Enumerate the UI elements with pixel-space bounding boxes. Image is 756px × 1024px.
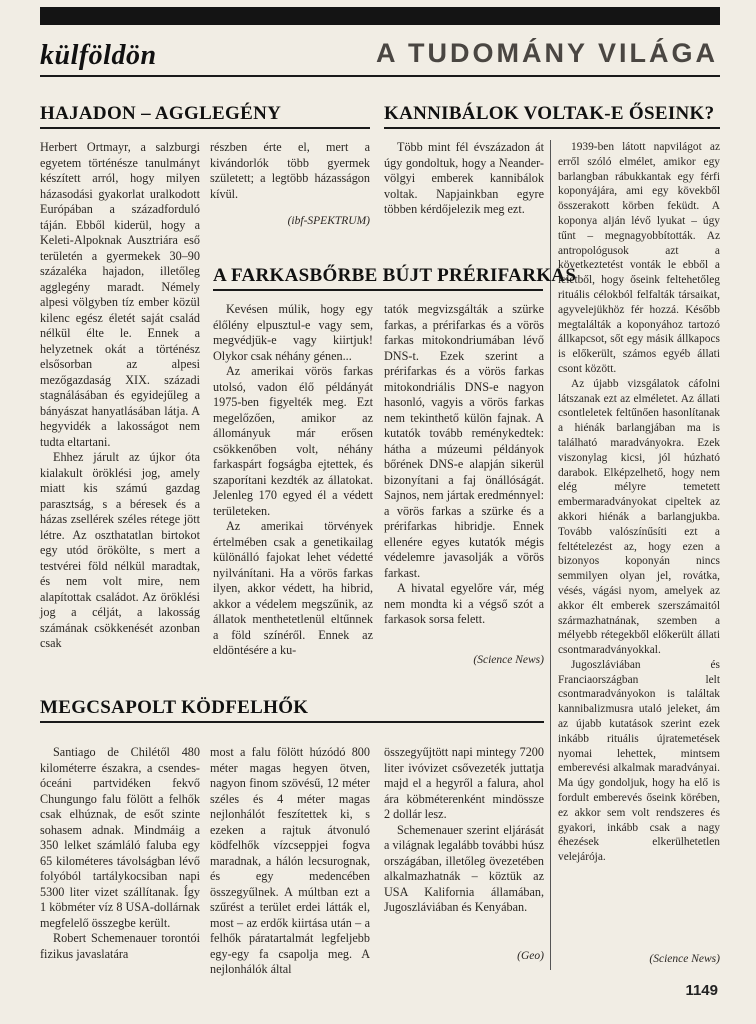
headline-farkasborbe: A FARKASBŐRBE BÚJT PRÉRIFARKAS	[213, 265, 577, 286]
article1-column-1	[40, 140, 200, 652]
header-rule	[40, 75, 720, 77]
paragraph: Az újabb vizsgálatok cáfolni látszanak ezt az elméletet. Az állati csontleletek feltűnően hasonlítanak a hiénák barlangjában ma is található maradványokra. Ezek viszonylag kicsi, jól húzható darabok. Elképzelhető, hogy nem elég mélyre temetett embermaradványokat cipeltek az akkori hiénák a barlangjukba. Tovább valószínűsíti ezt a feltételezést az, hogy ezen a bizonyos koponyán nincs semmilyen olyan jel, rovátka, vésés, vágási nyom, amelyek az akkor élt emberek szerszámaitól származhatnának, szemben a mélyebb rétegekből előkerült állati csontmaradványokkal.	[558, 377, 720, 657]
article2-column-2	[558, 140, 720, 865]
paragraph: Több mint fél évszázadon át úgy gondoltuk, hogy a Neander-völgyi emberek kannibálok voltak. Napjainkban egyre többen kérdőjelezik meg ezt.	[384, 140, 544, 216]
paragraph: A hivatal egyelőre vár, még nem mondta ki a végső szót a farkasok sorsa felett.	[384, 581, 544, 626]
paragraph: tatók megvizsgálták a szürke farkas, a prérifarkas és a vörös farkas mitokondriumában lévő DNS-t. Ezek szerint a prérifarkas és a vörös farkas mitokondriális DNS-e nagyon hasonló, vagyis a vörös farkas nem tekinthető külön fajnak. A kutatók tovább reménykedtek: hátha a múzeumi példányok bőrének DNS-e alapján sikerül bizonyítani a faj önállóságát. Sajnos, nem jártak eredménnyel: a vörös farkas a szürke és a prérifarkas hibridje. Ennek ellenére egyes kutatók mégis védelemre javasolják a vörös farkast.	[384, 302, 544, 580]
headline-rule	[213, 289, 543, 291]
paragraph: most a falu fölött húzódó 800 méter magas hegyen ötven, nagyon finom szövésű, 12 méter széles és 4 méter magas nejlonhálót feszítettek ki, s ezeken a rajtuk átvonuló ködfelhők vízcseppjei fogva maradnak, a hálón lecsurognak, és egy medencében összegyűlnek. A múltban ezt a szűrést a terület erdei látták el, most – az erdők kiirtása után – a felhők páratartalmát legfeljebb egy-egy fa csapolja meg. A nejlonhálók által	[210, 745, 370, 976]
section-label: külföldön	[40, 40, 157, 71]
headline-hajadon: HAJADON – AGGLEGÉNY	[40, 103, 282, 124]
article4-column-2	[210, 745, 370, 978]
paragraph: részben érte el, mert a kivándorlók több gyermek született; a legtöbb házasságon kívül.	[210, 140, 370, 201]
headline-kannibalok: KANNIBÁLOK VOLTAK-E ŐSEINK?	[384, 103, 715, 124]
paragraph: Ehhez járult az újkor óta kialakult öröklési jog, amely miatt kis számú gazdag parasztság, s a béresek és a házas zsellérek széles rétege jött létre. Az oszthatatlan birtokot egy utód örökölte, s mert a testvérei föld nélkül maradtak, és nem volt mire, nem alapítottak családot. Az öröklési jog a célját, a lakosság számának csökkenését azonban csak	[40, 450, 200, 650]
article3-column-1	[213, 302, 373, 659]
source-credit: (Science News)	[473, 654, 544, 666]
paragraph: 1939-ben látott napvilágot az erről szóló elmélet, amikor egy barlangban rábukkantak egy férfi koponyájára, ami egy kövekből összerakott körben feküdt. A koponya alján lévő lyukat – úgy tűnt – megnagyobbították. Az antropológusok azt a következtetést vonták le ebből a leletből, hogy őseink feltehetőleg rituális célokból felfalták társaikat, agyvelejükhöz fér hozzá. Később megtalálták a koponyához tartozó állkapcsot, sőt egy másik állkapocs is előkerült, számos egyéb állati csont között.	[558, 141, 720, 375]
source-credit: (Science News)	[649, 953, 720, 965]
paragraph: Jugoszláviában és Franciaországban lelt csontmaradványokon is találtak kannibalizmusra utaló jeleket, ám az újabb kutatások szerint ezek inkább rituális újratemetések nyomai lehettek, mintsem emberevési alkalmak maradványai. Ma úgy gondoljuk, hogy ha elő is fordult emberevés őseink körében, ez akkor sem volt rendszeres és gyakori, inkább csak a nagy éhezések elkerülhetetlen velejárója.	[558, 658, 720, 864]
article4-column-1	[40, 745, 200, 962]
article4-column-3	[384, 745, 544, 916]
page-number: 1149	[685, 982, 718, 999]
headline-megcsapolt: MEGCSAPOLT KÖDFELHŐK	[40, 697, 309, 718]
top-black-bar	[40, 7, 720, 25]
paragraph: Az amerikai vörös farkas utolsó, vadon élő példányát 1975-ben figyelték meg. Ezt megelőzően, amikor az állományuk már erősen csökkenőben volt, néhány farkaspárt fogságba ejtettek, és szaporítani kezdték az állatokat. Jelenleg 170 egyed él a védett területeken.	[213, 364, 373, 518]
source-credit: (Geo)	[517, 950, 544, 962]
paragraph: Schemenauer szerint eljárását a világnak legalább további húsz országában, illetőleg övezetében alkalmazhatnák – köztük az USA Kalifornia államában, Jugoszláviában és Kenyában.	[384, 822, 544, 914]
article2-column-1	[384, 140, 544, 218]
paragraph: Santiago de Chilétől 480 kilométerre északra, a csendes-óceáni partvidéken fekvő Chungungo falu fölött a felhők csak elhúznak, de esőt szinte sohasem adnak. Mindmáig a 350 lelket számláló faluba egy 65 kilométeres távolságban lévő folyóból tartálykocsiban napi 5300 liter vizet szállítanak. Így 1 köbméter víz 8 USA-dollárnak megfelelő összegbe került.	[40, 745, 200, 930]
paragraph: összegyűjtött napi mintegy 7200 liter ivóvizet csővezeték juttatja majd el a hegyről a falura, ahol ára köbméterenként mindössze 2 dollár lesz.	[384, 745, 544, 821]
paragraph: Az amerikai törvények értelmében csak a genetikailag különálló fajokat lehet védetté nyilvánítani. Ha a vörös farkas ilyen, akkor védett, ha hibrid, akkor a védelem megszűnik, az állatok menthetetlenül eltűnnek a föld színéről. Ennek az eldöntésére a ku-	[213, 519, 373, 657]
headline-rule	[40, 721, 544, 723]
article1-column-2	[210, 140, 370, 202]
paragraph: Herbert Ortmayr, a salzburgi egyetem történésze tanulmányt készített arról, hogy milyen házasodási gyakorlat uralkodott Európában a századforduló táján. Ebből kiderül, hogy a Keleti-Alpoknak Ausztriára eső területén a gyermekek 30–90 százaléka hajadon, illetőleg agglegény maradt. Némely alpesi völgyben tíz ember közül kilenc egész életét saját család nélkül élte le. Ennek a helyzetnek okát a történész elsősorban az alpesi mezőgazdaság XIX. századi stagnálásában és egyidejűleg a bányászat hanyatlásában látja. A hegyvidék a lakosságot nem tudta eltartani.	[40, 140, 200, 449]
paragraph: Kevésen múlik, hogy egy élőlény elpusztul-e vagy sem, megvédjük-e vagy kiirtjuk! Olykor csak néhány génen...	[213, 302, 373, 363]
source-credit: (ibf-SPEKTRUM)	[287, 215, 370, 227]
headline-rule	[384, 127, 720, 129]
paragraph: Robert Schemenauer torontói fizikus javaslatára	[40, 931, 200, 961]
article3-column-2	[384, 302, 544, 628]
headline-rule	[40, 127, 370, 129]
magazine-title: A TUDOMÁNY VILÁGA	[375, 38, 718, 68]
